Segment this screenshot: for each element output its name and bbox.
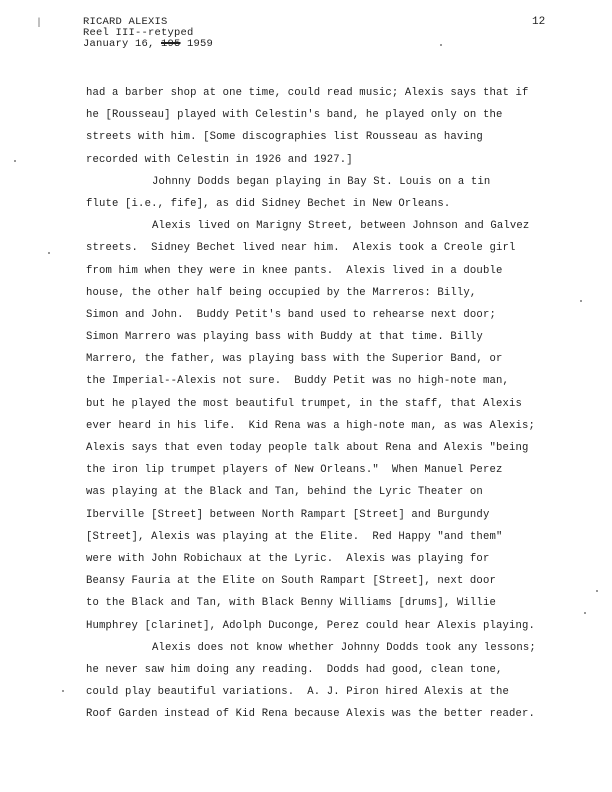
text-line: but he played the most beautiful trumpet, in the staff, that Alexis xyxy=(86,397,522,410)
text-line: the Imperial--Alexis not sure. Buddy Petit was no high-note man, xyxy=(86,375,509,388)
text-line: from him when they were in knee pants. Alexis lived in a double xyxy=(86,264,503,277)
text-line: Humphrey [clarinet], Adolph Duconge, Perez could hear Alexis playing. xyxy=(86,619,536,632)
text-line: streets with him. [Some discographies list Rousseau as having xyxy=(86,131,483,144)
document-header xyxy=(83,17,213,50)
scan-speck xyxy=(440,44,442,46)
text-line: ever heard in his life. Kid Rena was a high-note man, as was Alexis; xyxy=(86,419,536,432)
text-line: Roof Garden instead of Kid Rena because Alexis was the better reader. xyxy=(86,708,536,721)
reel-label: Reel III--retyped xyxy=(83,27,194,39)
scan-speck xyxy=(62,690,64,692)
text-line: Alexis says that even today people talk about Rena and Alexis "being xyxy=(86,442,529,454)
scan-speck xyxy=(584,612,586,614)
text-line: recorded with Celestin in 1926 and 1927.] xyxy=(86,153,353,166)
text-line: to the Black and Tan, with Black Benny Williams [drums], Willie xyxy=(86,597,496,610)
struck-year: 195 xyxy=(161,38,181,50)
interviewee-name: RICARD ALEXIS xyxy=(83,16,168,28)
scan-speck xyxy=(14,160,16,162)
text-line: were with John Robichaux at the Lyric. Alexis was playing for xyxy=(86,552,490,565)
text-line: he never saw him doing any reading. Dodds had good, clean tone, xyxy=(86,663,503,676)
text-line: Iberville [Street] between North Rampart [Street] and Burgundy xyxy=(86,508,490,521)
interview-date xyxy=(83,39,213,50)
text-line: house, the other half being occupied by the Marreros: Billy, xyxy=(86,286,477,299)
margin-mark: | xyxy=(36,18,43,29)
text-line: Johnny Dodds began playing in Bay St. Louis on a tin xyxy=(152,175,491,188)
text-line: Alexis lived on Marigny Street, between Johnson and Galvez xyxy=(152,220,530,233)
text-line: flute [i.e., fife], as did Sidney Bechet in New Orleans. xyxy=(86,197,451,210)
text-line: had a barber shop at one time, could read music; Alexis says that if xyxy=(86,87,529,99)
page-number: 12 xyxy=(532,16,546,28)
scan-speck xyxy=(48,252,50,254)
text-line: could play beautiful variations. A. J. Piron hired Alexis at the xyxy=(86,686,509,699)
scan-speck xyxy=(596,590,598,592)
text-line: Simon and John. Buddy Petit's band used to rehearse next door; xyxy=(86,308,496,321)
scan-speck xyxy=(580,300,582,302)
date-prefix: January 16, xyxy=(83,38,162,50)
text-line: streets. Sidney Bechet lived near him. Alexis took a Creole girl xyxy=(86,242,516,255)
text-line: Beansy Fauria at the Elite on South Rampart [Street], next door xyxy=(86,575,496,588)
transcript-body xyxy=(86,82,566,725)
text-line: was playing at the Black and Tan, behind the Lyric Theater on xyxy=(86,486,483,499)
text-line: Alexis does not know whether Johnny Dodds took any lessons; xyxy=(152,641,536,654)
text-line: Marrero, the father, was playing bass with the Superior Band, or xyxy=(86,353,503,366)
text-line: Simon Marrero was playing bass with Buddy at that time. Billy xyxy=(86,331,483,344)
date-suffix: 1959 xyxy=(180,38,214,50)
text-line: the iron lip trumpet players of New Orleans." When Manuel Perez xyxy=(86,464,503,477)
text-line: [Street], Alexis was playing at the Elite. Red Happy "and them" xyxy=(86,530,503,543)
text-line: he [Rousseau] played with Celestin's band, he played only on the xyxy=(86,109,503,122)
